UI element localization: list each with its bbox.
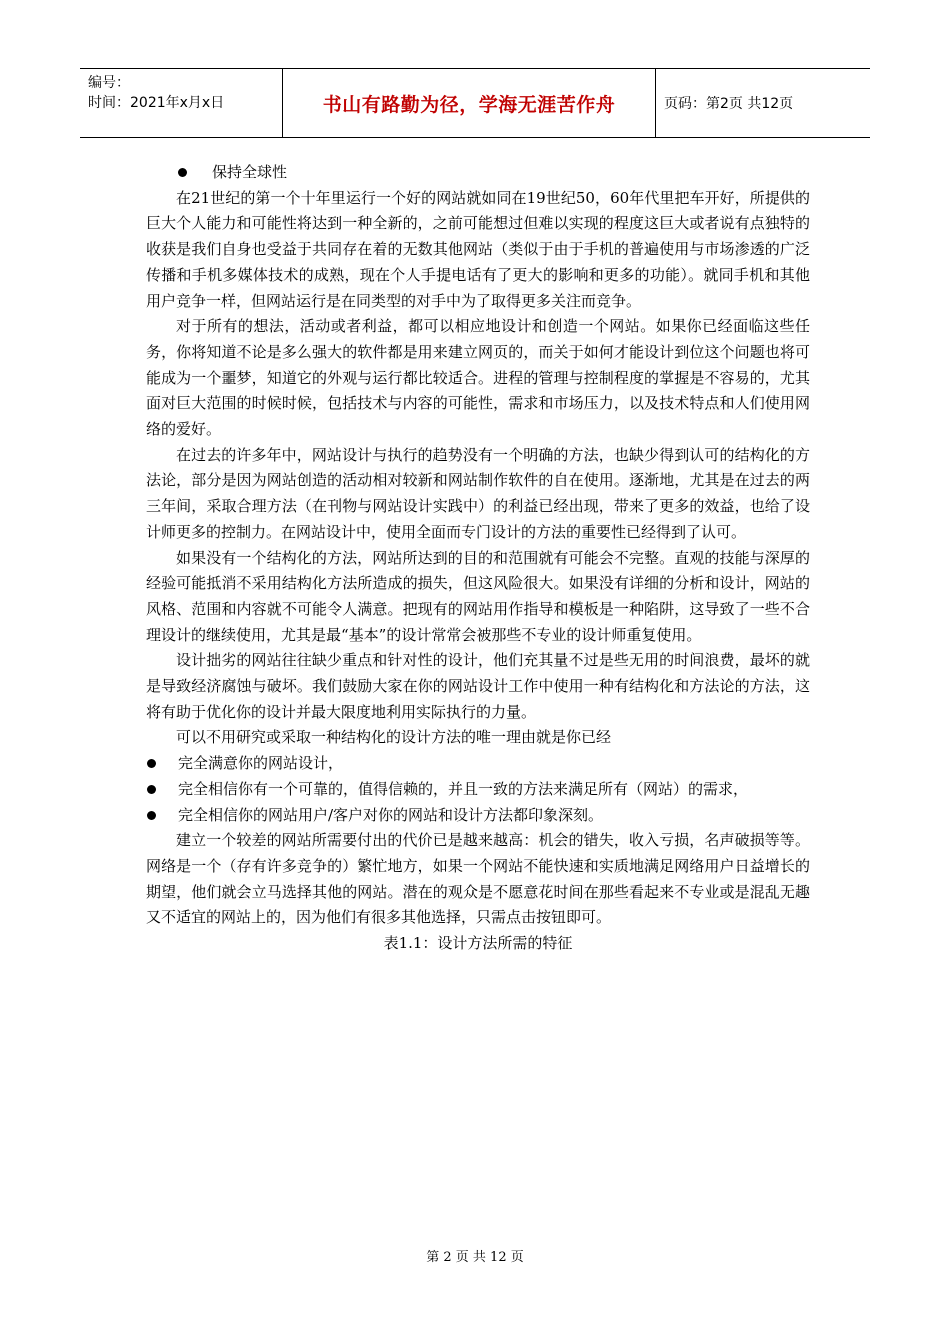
bullet-dot-icon (147, 811, 156, 820)
document-header (80, 68, 870, 138)
header-date: 时间：2021年x月x日 (88, 95, 225, 111)
paragraph: 建立一个较差的网站所需要付出的代价已是越来越高：机会的错失，收入亏损，名声破损等等。网络是一个（存有许多竞争的）繁忙地方，如果一个网站不能快速和实质地满足网络用户日益增长的期望，他们就会立马选择其他的网站。潜在的观众是不愿意花时间在那些看起来不专业或是混乱无趣又不适宜的网站上的，因为他们有很多其他选择，只需点击按钮即可。 (146, 831, 810, 927)
list-item (146, 803, 810, 829)
list-item-text: 完全相信你有一个可靠的，值得信赖的，并且一致的方法来满足所有（网站）的需求， (178, 779, 749, 798)
page-footer: 第 2 页 共 12 页 (426, 1250, 524, 1265)
paragraph: 可以不用研究或采取一种结构化的设计方法的唯一理由就是你已经 (176, 728, 612, 747)
list-item (146, 777, 810, 803)
paragraph: 对于所有的想法，活动或者利益，都可以相应地设计和创造一个网站。如果你已经面临这些任务，你将知道不论是多么强大的软件都是用来建立网页的，而关于如何才能设计到位这个问题也将可能成为一个噩梦，知道它的外观与运行都比较适合。进程的管理与控制程度的掌握是不容易的，尤其面对巨大范围的时候时候，包括技术与内容的可能性，需求和市场压力，以及技术特点和人们使用网络的爱好。 (146, 317, 810, 439)
document-body (146, 160, 810, 957)
bullet-dot-icon (147, 759, 156, 768)
header-meta (88, 73, 278, 113)
bullet-dot-icon (147, 785, 156, 794)
paragraph: 在过去的许多年中，网站设计与执行的趋势没有一个明确的方法，也缺少得到认可的结构化的方法论，部分是因为网站创造的活动相对较新和网站制作软件的自在使用。逐渐地，尤其是在过去的两三年间，采取合理方法（在刊物与网站设计实践中）的利益已经出现，带来了更多的效益，也给了设计师更多的控制力。在网站设计中，使用全面而专门设计的方法的重要性已经得到了认可。 (146, 445, 810, 541)
list-item-text: 完全满意你的网站设计， (178, 754, 344, 773)
header-motto: 书山有路勤为径，学海无涯苦作舟 (322, 93, 616, 116)
section-bullet (146, 160, 810, 186)
section-bullet-label: 保持全球性 (212, 163, 288, 181)
header-divider (655, 69, 656, 137)
list-item (146, 751, 810, 777)
paragraph: 如果没有一个结构化的方法，网站所达到的目的和范围就有可能会不完整。直观的技能与深厚的经验可能抵消不采用结构化方法所造成的损失，但这风险很大。如果没有详细的分析和设计，网站的风格、范围和内容就不可能令人满意。把现有的网站用作指导和模板是一种陷阱，这导致了一些不合理设计的继续使用，尤其是最“基本”的设计常常会被那些不专业的设计师重复使用。 (146, 548, 810, 644)
paragraph: 设计拙劣的网站往往缺少重点和针对性的设计，他们充其量不过是些无用的时间浪费，最坏的就是导致经济腐蚀与破坏。我们鼓励大家在你的网站设计工作中使用一种有结构化和方法论的方法，这将有助于优化你的设计并最大限度地利用实际执行的力量。 (146, 651, 810, 721)
list-item-text: 完全相信你的网站用户/客户对你的网站和设计方法都印象深刻。 (178, 805, 604, 824)
header-number-label: 编号： (88, 75, 130, 91)
header-page-info: 页码：第2页 共12页 (664, 96, 794, 112)
bullet-dot-icon (178, 168, 187, 177)
paragraph: 在21世纪的第一个十年里运行一个好的网站就如同在19世纪50，60年代里把车开好，所提供的巨大个人能力和可能性将达到一种全新的，之前可能想过但难以实现的程度这巨大或者说有点独特的收获是我们自身也受益于共同存在着的无数其他网站（类似于由于手机的普遍使用与市场渗透的广泛传播和手机多媒体技术的成熟，现在个人手提电话有了更大的影响和更多的功能）。就同手机和其他用户竞争一样，但网站运行是在同类型的对手中为了取得更多关注而竞争。 (146, 188, 810, 310)
table-caption: 表1.1：设计方法所需的特征 (383, 934, 573, 953)
